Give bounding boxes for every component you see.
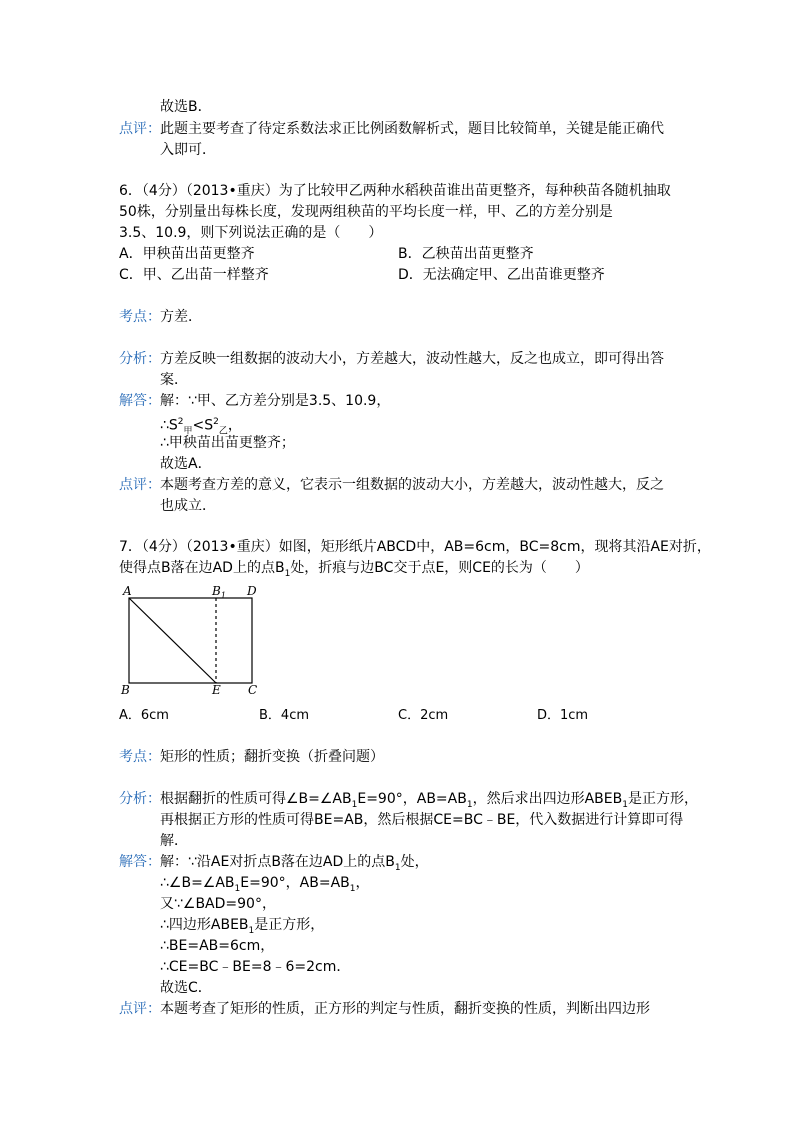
q7-jieda-line-6: ∴CE=BC﹣BE=8﹣6=2cm． — [160, 959, 351, 975]
label-b: B — [121, 683, 130, 697]
q7-dianping-label: 点评： — [119, 1001, 161, 1017]
q7-jieda-line-2: $\therefore\angle B=\angle AB_1E=90^\circ$，$AB=AB_1$， — [160, 875, 370, 894]
q6-stem-line-1: 6．（4分）（2013•重庆）为了比较甲乙两种水稻秧苗谁出苗更整齐，每种秧苗各随机抽取 — [119, 183, 671, 199]
q7-jieda-line-5: ∴BE=AB=6cm， — [160, 938, 275, 954]
q6-option-b: B．乙秧苗出苗更整齐 — [398, 246, 534, 262]
q6-jieda-line-4: 故选A． — [160, 456, 212, 472]
q7-fenxi-line-2: 再根据正方形的性质可得BE=AB，然后根据CE=BC﹣BE，代入数据进行计算即可得 — [160, 812, 684, 828]
q6-jieda-label: 解答： — [119, 393, 161, 409]
q5-comment-line-1: 此题主要考查了待定系数法求正比例函数解析式，题目比较简单，关键是能正确代 — [160, 121, 664, 137]
q7-jieda-line-7: 故选C． — [160, 980, 212, 996]
rectangle-abcd — [129, 598, 252, 683]
q7-fenxi-line-1: 根据翻折的性质可得$\angle B=\angle AB_1E=90^\circ$，$AB=AB_1$，然后求出四边形$ABEB_1$是正方形， — [160, 791, 698, 810]
q7-fenxi-line-3: 解． — [160, 833, 188, 849]
q6-dianping-line-1: 本题考查方差的意义，它表示一组数据的波动大小，方差越大，波动性越大，反之 — [160, 477, 664, 493]
label-e: E — [212, 683, 221, 697]
q7-dianping-line-1: 本题考查了矩形的性质，正方形的判定与性质，翻折变换的性质，判断出四边形 — [160, 1001, 650, 1017]
q6-fenxi-line-1: 方差反映一组数据的波动大小，方差越大，波动性越大，反之也成立，即可得出答 — [160, 351, 664, 367]
q7-jieda-line-4: ∴四边形$ABEB_1$是正方形， — [160, 917, 325, 936]
q6-stem-line-3: 3.5、10.9，则下列说法正确的是（ ） — [119, 225, 383, 241]
q6-dianping-line-2: 也成立． — [160, 498, 216, 514]
q5-comment-line-2: 入即可． — [160, 142, 216, 158]
q7-jieda-line-1: 解：∵沿AE对折点B落在边AD上的点$B_1$处， — [160, 854, 429, 873]
q7-option-a: A．6cm — [119, 708, 169, 723]
fold-line-ae — [129, 598, 216, 683]
q7-stem-line-2: 使得点B落在边AD上的点$B_1$处，折痕与边BC交于点E，则CE的长为（ ） — [119, 560, 589, 579]
q7-kaodian-label: 考点： — [119, 749, 161, 765]
q6-jieda-line-2: $\therefore S^2_甲<S^2_乙$， — [160, 417, 242, 437]
q7-figure — [115, 582, 265, 698]
q6-kaodian-label: 考点： — [119, 309, 161, 325]
label-d: D — [247, 584, 257, 598]
q6-fenxi-line-2: 案． — [160, 372, 188, 388]
q6-dianping-label: 点评： — [119, 477, 161, 493]
q7-jieda-line-3: 又∵∠BAD=90°， — [160, 896, 276, 912]
q6-option-d: D．无法确定甲、乙出苗谁更整齐 — [398, 267, 605, 283]
q7-option-c: C．2cm — [398, 708, 449, 723]
q7-fenxi-label: 分析： — [119, 791, 161, 807]
q6-jieda-line-1: 解：∵甲、乙方差分别是3.5、10.9， — [160, 393, 391, 409]
label-c: C — [248, 683, 258, 697]
label-b1: $B_1$ — [212, 584, 226, 600]
q6-jieda-line-3: ∴甲秧苗出苗更整齐； — [160, 435, 295, 451]
q6-fenxi-label: 分析： — [119, 351, 161, 367]
q7-stem-line-1: 7．（4分）（2013•重庆）如图，矩形纸片ABCD中，AB=6cm，BC=8cm，现将其沿AE对折， — [119, 539, 711, 555]
q7-kaodian: 矩形的性质；翻折变换（折叠问题） — [160, 749, 384, 765]
q6-option-c: C．甲、乙出苗一样整齐 — [119, 267, 269, 283]
q5-comment-label: 点评： — [119, 121, 161, 137]
q6-option-a: A．甲秧苗出苗更整齐 — [119, 246, 255, 262]
q7-jieda-label: 解答： — [119, 854, 161, 870]
q6-kaodian: 方差． — [160, 309, 202, 325]
label-a: A — [123, 584, 132, 598]
q5-choose: 故选B． — [160, 99, 212, 115]
q7-option-b: B．4cm — [259, 708, 310, 723]
q7-option-d: D．1cm — [537, 708, 589, 723]
q6-stem-line-2: 50株，分别量出每株长度，发现两组秧苗的平均长度一样，甲、乙的方差分别是 — [119, 204, 613, 220]
